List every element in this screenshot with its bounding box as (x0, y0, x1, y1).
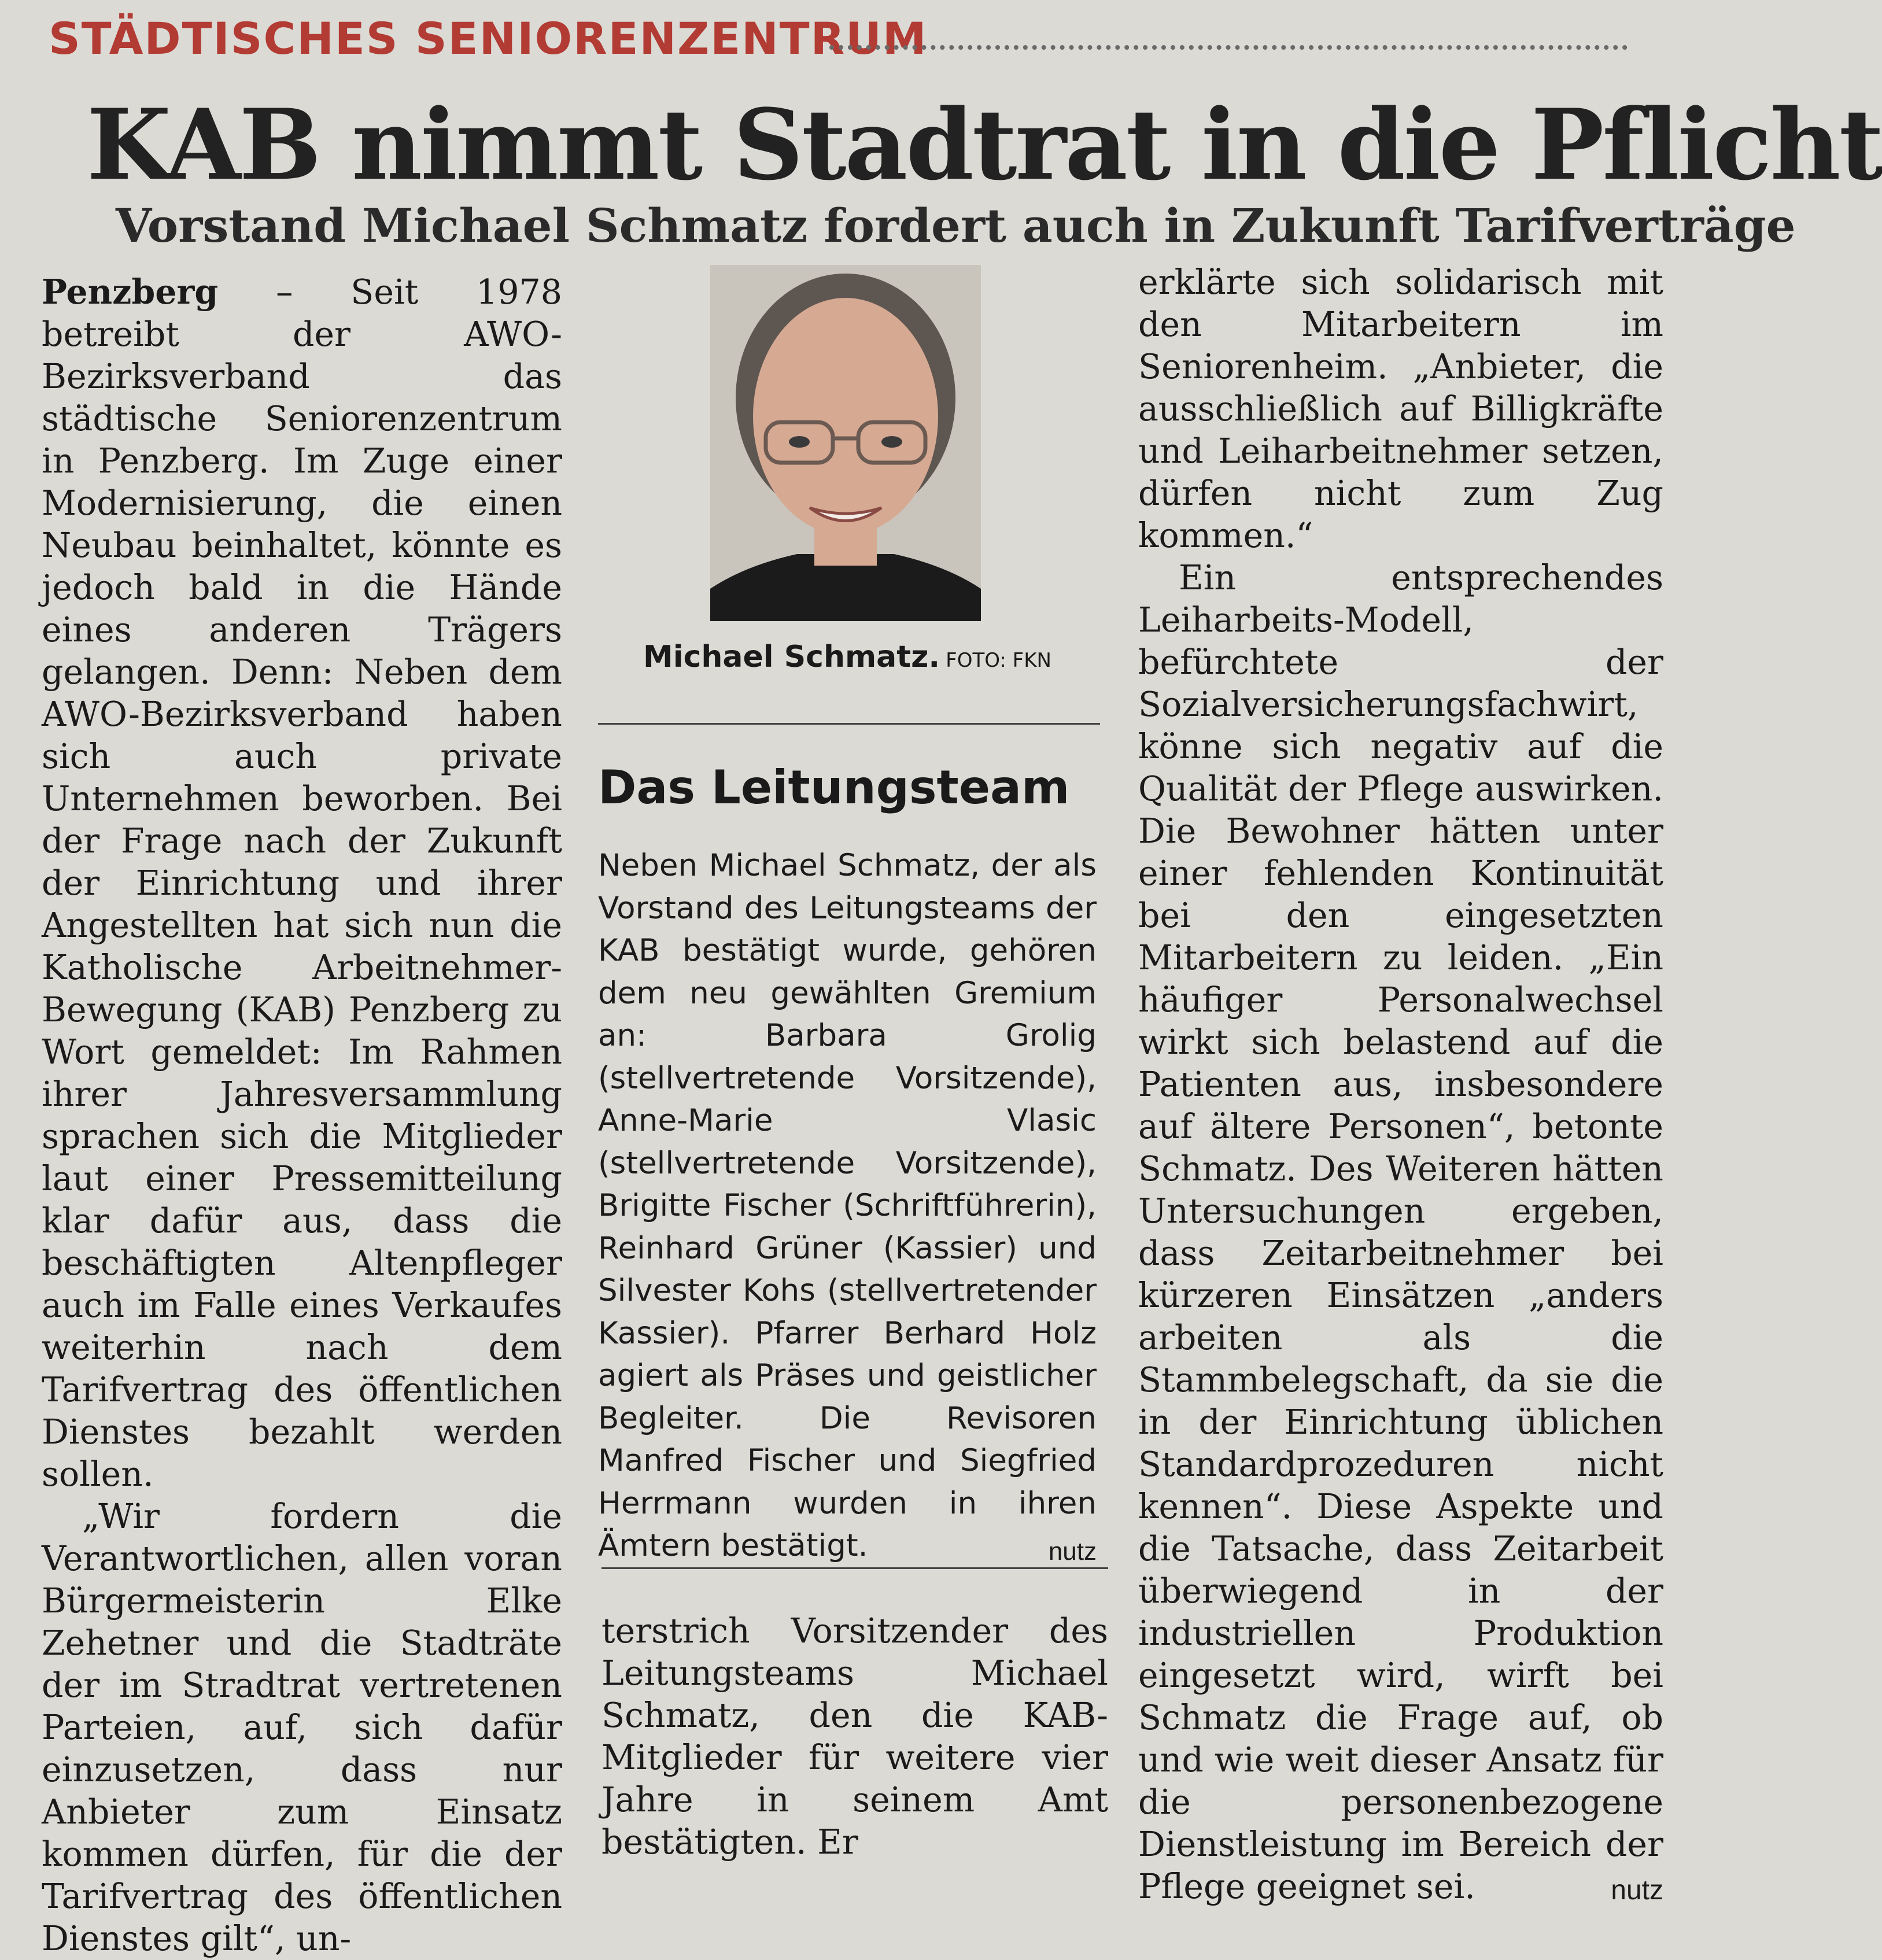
box-text: Neben Michael Schmatz, der als Vorstand des Leitungsteams der KAB bestätigt wurde, gehören dem neu gewählten Gremium an: Barbara Grolig (stellvertretende Vorsitzende), Anne-Marie Vlasic (stellvertretende Vorsitzende), Brigitte Fischer (Schriftführerin), Reinhard Grüner (Kassier) und Silvester Kohs (stellvertretender Kassier). Pfarrer Berhard Holz agiert als Präses und geistlicher Begleiter. Die Revisoren Manfred Fischer und Siegfried Herrmann wurden in ihren Ämtern bestätigt. (598, 848, 1097, 1563)
box-author: nutz (1048, 1537, 1097, 1566)
box-divider-bottom (601, 1567, 1108, 1569)
subheadline: Vorstand Michael Schmatz fordert auch in Zukunft Tarifverträge (116, 198, 1796, 253)
box-text-block (598, 844, 1097, 1573)
rubric: STÄDTISCHES SENIORENZENTRUM (49, 13, 928, 64)
article-paragraph (1138, 557, 1663, 1908)
dateline: Penzberg (42, 272, 219, 312)
article-text: – Seit 1978 betreibt der AWO-Bezirksverband das städtische Seniorenzentrum in Penzberg. Im Zuge einer Modernisierung, die einen Neubau beinhaltet, könnte es jedoch bald in die Hände eines anderen Trägers gelangen. Denn: Neben dem AWO-Bezirksverband haben sich auch private Unternehmen beworben. Bei der Frage nach der Zukunft der Einrichtung und ihrer Angestellten hat sich nun die Katholische Arbeitnehmer-Bewegung (KAB) Penzberg zu Wort gemeldet: Im Rahmen ihrer Jahresversammlung sprachen sich die Mitglieder laut einer Pressemitteilung klar dafür aus, dass die beschäftigten Altenpfleger auch im Falle eines Verkaufes weiterhin nach dem Tarifvertrag des öffentlichen Dienstes bezahlt werden sollen. (42, 272, 562, 1494)
dotted-leader (829, 45, 1628, 50)
article-column-1 (42, 271, 562, 1960)
article-text: Ein entsprechendes Leiharbeits-Modell, befürchtete der Sozialversicherungsfachwirt, könne sich negativ auf die Qualität der Pflege auswirken. Die Bewohner hätten unter einer fehlenden Kontinuität bei den eingesetzten Mitarbeitern zu leiden. „Ein häufiger Personalwechsel wirkt sich belastend auf die Patienten aus, insbesondere auf ältere Personen“, betonte Schmatz. Des Weiteren hätten Untersuchungen ergeben, dass Zeitarbeitnehmer bei kürzeren Einsätzen „anders arbeiten als die Stammbelegschaft, da sie die in der Einrichtung üblichen Standardprozeduren nicht kennen“. Diese Aspekte und die Tatsache, dass Zeitarbeit überwiegend in der industriellen Produktion eingesetzt wird, wirft bei Schmatz die Frage auf, ob und wie weit dieser Ansatz für die personenbezogene Dienstleistung im Bereich der Pflege geeignet sei. (1138, 558, 1663, 1906)
box-divider-top (598, 723, 1100, 725)
portrait-photo (710, 265, 981, 621)
rubric-row (49, 13, 1645, 76)
photo-face (753, 298, 938, 535)
portrait-image (710, 265, 981, 621)
article-author: nutz (1611, 1875, 1663, 1906)
article-paragraph: „Wir fordern die Verantwortlichen, allen voran Bürgermeisterin Elke Zehetner und die Stadträte der im Stradtrat vertretenen Parteien, auf, sich dafür einzusetzen, dass nur Anbieter zum Einsatz kommen dürfen, für die der Tarifvertrag des öffentlichen Dienstes gilt“, un- (42, 1497, 562, 1958)
article-column-3 (1138, 261, 1663, 1911)
article-paragraph: erklärte sich solidarisch mit den Mitarbeitern im Seniorenheim. „Anbieter, die ausschließlich auf Billigkräfte und Leiharbeitnehmer setzen, dürfen nicht zum Zug kommen.“ (1138, 263, 1663, 555)
caption-name: Michael Schmatz. (643, 640, 940, 674)
headline: KAB nimmt Stadtrat in die Pflicht (87, 87, 1882, 202)
box-title: Das Leitungsteam (598, 761, 1070, 814)
photo-caption (643, 640, 1083, 674)
photo-eye-left (789, 436, 810, 448)
photo-credit: FOTO: FKN (946, 649, 1051, 672)
article-column-2-continuation: terstrich Vorsitzender des Leitungsteams Michael Schmatz, den die KAB-Mitglieder für weitere vier Jahre in seinem Amt bestätigten. Er (601, 1611, 1108, 1862)
article-paragraph (42, 271, 562, 1496)
photo-eye-right (881, 436, 902, 448)
